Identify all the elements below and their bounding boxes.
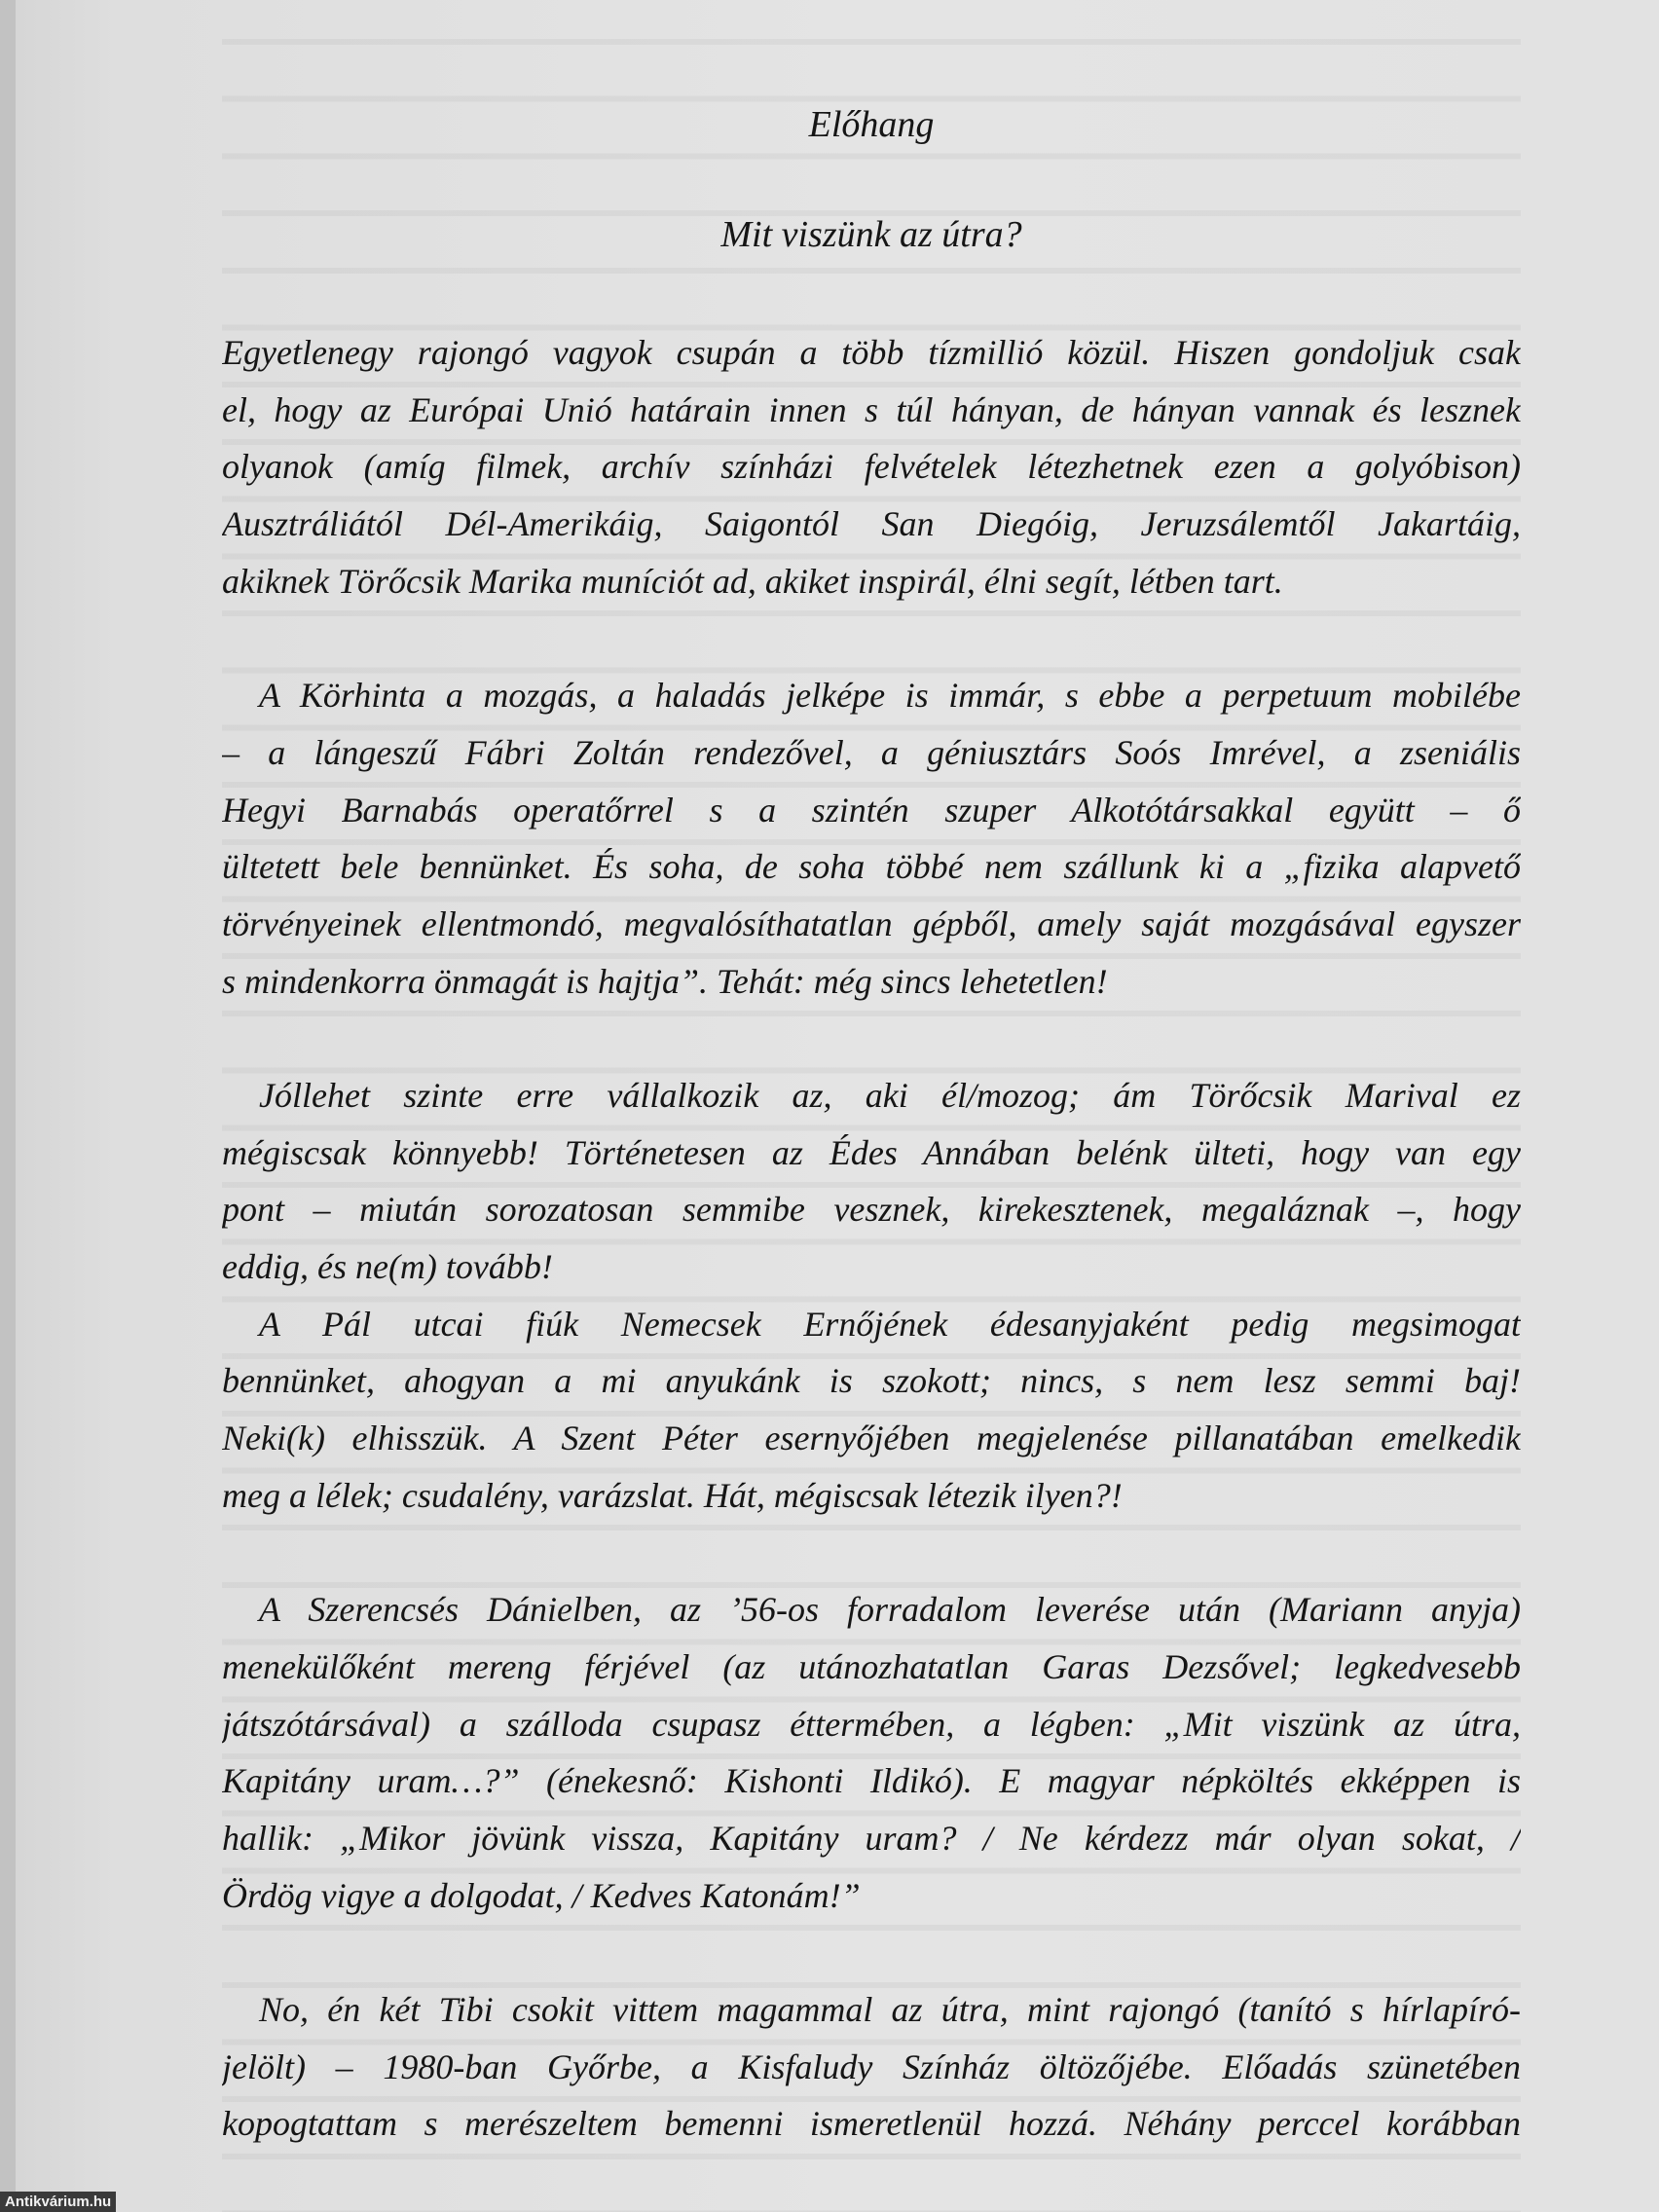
text-line: menekülőként mereng férjével (az utánozhatatlan Garas Dezsővel; legkedvesebb — [222, 1646, 1521, 1686]
body-text — [222, 324, 1521, 2153]
chapter-subtitle: Mit viszünk az útra? — [720, 214, 1022, 255]
text-line: s mindenkorra önmagát is hajtja”. Tehát: még sincs lehetetlen! — [222, 961, 1108, 1001]
text-line: Kapitány uram…?” (énekesnő: Kishonti Ildikó). E magyar népköltés ekképpen is — [222, 1761, 1521, 1801]
text-line: el, hogy az Európai Unió határain innen s túl hányan, de hányan vannak és lesznek — [222, 389, 1521, 429]
page-edge-shadow — [0, 0, 16, 2212]
text-line: Ördög vigye a dolgodat, / Kedves Katonám!” — [222, 1875, 861, 1915]
text-line: kopogtattam s merészeltem bemenni ismeretlenül hozzá. Néhány perccel korábban — [222, 2104, 1521, 2144]
text-line: Jóllehet szinte erre vállalkozik az, aki él/mozog; ám Törőcsik Marival ez — [259, 1075, 1521, 1115]
paragraph — [222, 324, 1521, 609]
text-line: No, én két Tibi csokit vittem magammal az útra, mint rajongó (tanító s hírlapíró- — [259, 1989, 1521, 2029]
text-line: hallik: „Mikor jövünk vissza, Kapitány uram? / Ne kérdezz már olyan sokat, / — [222, 1818, 1521, 1858]
watermark: Antikvárium.hu — [0, 2192, 116, 2212]
text-line: A Pál utcai fiúk Nemecsek Ernőjének édesanyjaként pedig megsimogat — [259, 1304, 1521, 1344]
text-line: olyanok (amíg filmek, archív színházi felvételek létezhetnek ezen a golyóbison) — [222, 447, 1521, 487]
text-line: eddig, és ne(m) tovább! — [222, 1247, 553, 1286]
paragraph — [222, 1067, 1521, 1296]
text-line: meg a lélek; csudalény, varázslat. Hát, mégiscsak létezik ilyen?! — [222, 1475, 1123, 1515]
paragraph — [222, 667, 1521, 1010]
text-line: ültetett bele bennünket. És soha, de soha többé nem szállunk ki a „fizika alapvető — [222, 847, 1521, 887]
text-line: törvényeinek ellentmondó, megvalósíthatatlan gépből, amely saját mozgásával egyszer — [222, 903, 1521, 943]
text-line: játszótársával) a szálloda csupasz éttermében, a légben: „Mit viszünk az útra, — [222, 1704, 1521, 1744]
text-line: akiknek Törőcsik Marika muníciót ad, akiket inspirál, élni segít, létben tart. — [222, 561, 1283, 601]
text-line: jelölt) – 1980-ban Győrbe, a Kisfaludy Színház öltözőjébe. Előadás szünetében — [222, 2046, 1521, 2086]
text-line: A Szerencsés Dánielben, az ’56-os forradalom leverése után (Mariann anyja) — [259, 1590, 1521, 1630]
text-line: bennünket, ahogyan a mi anyukánk is szokott; nincs, s nem lesz semmi baj! — [222, 1361, 1521, 1401]
text-line: mégiscsak könnyebb! Történetesen az Édes Annában belénk ülteti, hogy van egy — [222, 1132, 1521, 1172]
text-line: Ausztráliától Dél-Amerikáig, Saigontól San Diegóig, Jeruzsálemtől Jakartáig, — [222, 504, 1521, 544]
paragraph — [222, 1296, 1521, 1525]
paragraph — [222, 1981, 1521, 2153]
text-line: – a lángeszű Fábri Zoltán rendezővel, a géniusztárs Soós Imrével, a zseniális — [222, 732, 1521, 772]
text-line: A Körhinta a mozgás, a haladás jelképe is immár, s ebbe a perpetuum mobilébe — [259, 676, 1521, 716]
text-line: pont – miután sorozatosan semmibe vesznek, kirekesztenek, megaláznak –, hogy — [222, 1190, 1521, 1230]
text-line: Neki(k) elhisszük. A Szent Péter esernyőjében megjelenése pillanatában emelkedik — [222, 1419, 1521, 1458]
paragraph — [222, 1581, 1521, 1924]
text-line: Egyetlenegy rajongó vagyok csupán a több tízmillió közül. Hiszen gondoljuk csak — [222, 333, 1521, 372]
chapter-title: Előhang — [808, 104, 935, 145]
text-line: Hegyi Barnabás operatőrrel s a szintén szuper Alkotótársakkal együtt – ő — [222, 790, 1521, 830]
